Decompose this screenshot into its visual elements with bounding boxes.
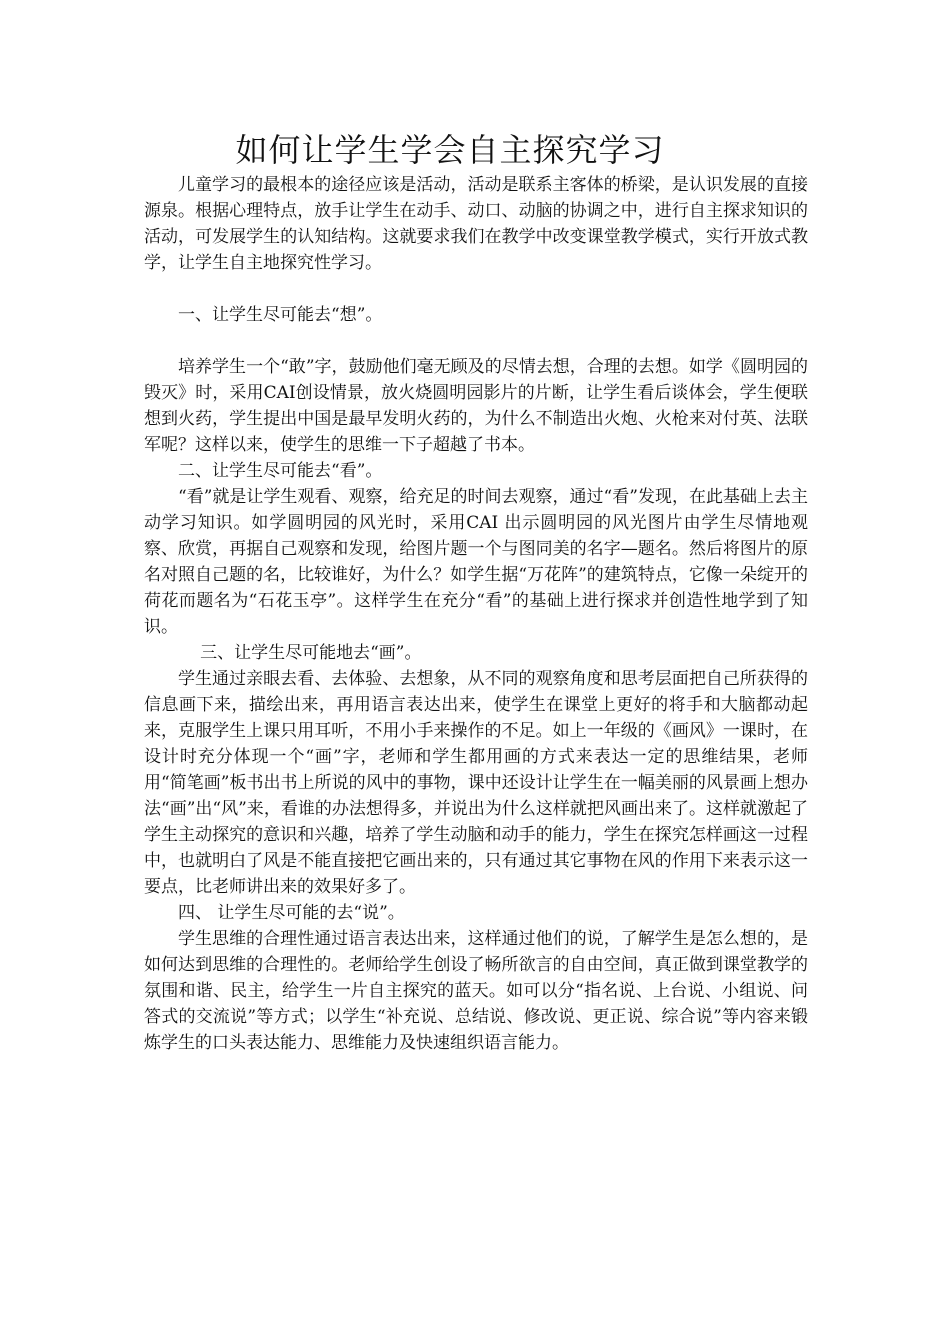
intro-paragraph: 儿童学习的最根本的途径应该是活动，活动是联系主客体的桥梁，是认识发展的直接源泉。根据心理特点，放手让学生在动手、动口、动脑的协调之中，进行自主探求知识的活动，可发展学生的认知结构。这就要求我们在教学中改变课堂教学模式，实行开放式教学，让学生自主地探究性学习。 — [144, 175, 808, 273]
document-title: 如何让学生学会自主探究学习 — [235, 131, 665, 169]
section-heading-2: 二、让学生尽可能去“看”。 — [178, 461, 383, 481]
spacer — [144, 276, 808, 302]
section-text-1: 培养学生一个“敢”字，鼓励他们毫无顾及的尽情去想，合理的去想。如学《圆明园的毁灭》时，采用CAI创设情景，放火烧圆明园影片的片断，让学生看后谈体会，学生便联想到火药，学生提出中国是最早发明火药的，为什么不制造出火炮、火枪来对付英、法联军呢？这样以来，使学生的思维一下子超越了书本。 — [144, 357, 808, 455]
section-text-4: 学生思维的合理性通过语言表达出来，这样通过他们的说，了解学生是怎么想的，是如何达到思维的合理性的。老师给学生创设了畅所欲言的自由空间，真正做到课堂教学的氛围和谐、民主，给学生一片自主探究的蓝天。如可以分“指名说、上台说、小组说、问答式的交流说”等方式；以学生“补充说、总结说、修改说、更正说、综合说”等内容来锻炼学生的口头表达能力、思维能力及快速组织语言能力。 — [144, 929, 808, 1053]
spacer — [144, 328, 808, 354]
document-body — [144, 172, 808, 1056]
section-text-2: “看”就是让学生观看、观察，给充足的时间去观察，通过“看”发现，在此基础上去主动学习知识。如学圆明园的风光时，采用CAI 出示圆明园的风光图片由学生尽情地观察、欣赏，再据自己观察和发现，给图片题一个与图同美的名字—题名。然后将图片的原名对照自己题的名，比较谁好，为什么？如学生据“万花阵”的建筑特点，它像一朵绽开的荷花而题名为“石花玉亭”。这样学生在充分“看”的基础上进行探求并创造性地学到了知识。 — [144, 487, 808, 637]
section-heading-1: 一、让学生尽可能去“想”。 — [178, 305, 383, 325]
section-heading-4: 四、 让学生尽可能的去“说”。 — [178, 903, 405, 923]
section-heading-3: 三、让学生尽可能地去“画”。 — [200, 643, 422, 663]
section-text-3: 学生通过亲眼去看、去体验、去想象，从不同的观察角度和思考层面把自己所获得的信息画下来，描绘出来，再用语言表达出来，使学生在课堂上更好的将手和大脑都动起来，克服学生上课只用耳听，不用小手来操作的不足。如上一年级的《画风》一课时，在设计时充分体现一个“画”字，老师和学生都用画的方式来表达一定的思维结果，老师用“简笔画”板书出书上所说的风中的事物，课中还设计让学生在一幅美丽的风景画上想办法“画”出“风”来，看谁的办法想得多，并说出为什么这样就把风画出来了。这样就激起了学生主动探究的意识和兴趣，培养了学生动脑和动手的能力，学生在探究怎样画这一过程中，也就明白了风是不能直接把它画出来的，只有通过其它事物在风的作用下来表示这一要点，比老师讲出来的效果好多了。 — [144, 669, 808, 897]
